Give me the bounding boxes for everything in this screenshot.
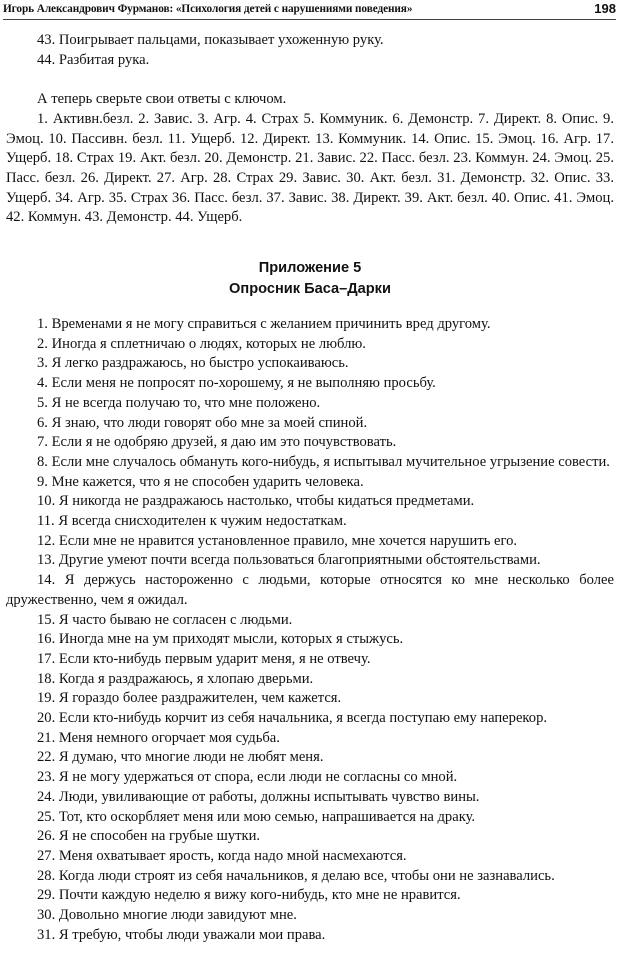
questionnaire-item: 22. Я думаю, что многие люди не любят меня. [37, 749, 324, 766]
questionnaire-item: 19. Я гораздо более раздражителен, чем кажется. [37, 690, 342, 707]
questionnaire-item: 25. Тот, кто оскорбляет меня или мою семью, напрашивается на драку. [37, 808, 476, 825]
questionnaire-item: 12. Если мне не нравится установленное правило, мне хочется нарушить его. [37, 532, 518, 549]
questionnaire-item: 20. Если кто-нибудь корчит из себя начальника, я всегда поступаю ему наперекор. [37, 710, 548, 727]
questionnaire-item: 4. Если меня не попросят по-хорошему, я не выполняю просьбу. [37, 375, 436, 392]
list-item: 43. Поигрывает пальцами, показывает ухоженную руку. [37, 32, 384, 48]
questionnaire-item: 7. Если я не одобряю друзей, я даю им это почувствовать. [37, 434, 397, 451]
questionnaire-item: 13. Другие умеют почти всегда пользоваться благоприятными обстоятельствами. [37, 552, 541, 569]
questionnaire-item: 2. Иногда я сплетничаю о людях, которых не люблю. [37, 335, 366, 352]
questionnaire-item: 31. Я требую, чтобы люди уважали мои права. [37, 926, 326, 943]
running-header [3, 0, 616, 20]
questionnaire-item: 23. Я не могу удержаться от спора, если люди не согласны со мной. [37, 769, 458, 786]
questionnaire-item: 11. Я всегда снисходителен к чужим недостаткам. [37, 513, 347, 530]
questionnaire-item: 24. Люди, увиливающие от работы, должны испытывать чувство вины. [37, 788, 480, 805]
page-number: 198 [594, 1, 616, 16]
questionnaire-item: 17. Если кто-нибудь первым ударит меня, я не отвечу. [37, 650, 371, 667]
questionnaire-item: 15. Я часто бываю не согласен с людьми. [37, 611, 293, 628]
questionnaire-item: 10. Я никогда не раздражаюсь настолько, чтобы кидаться предметами. [37, 493, 475, 510]
questionnaire-item: 18. Когда я раздражаюсь, я хлопаю дверьми. [37, 670, 314, 687]
questionnaire-item: 28. Когда люди строят из себя начальников, я делаю все, чтобы они не зазнавались. [37, 867, 555, 884]
answer-key: 1. Активн.безл. 2. Завис. 3. Агр. 4. Страх 5. Коммуник. 6. Демонстр. 7. Директ. 8. Опис. 9. Эмоц. 10. Пассивн. безл. 11. Ущерб. 12. Директ. 13. Коммуник. 14. Опис. 15. Эмоц. 16. Агр. 17. Ущерб. 18. Страх 19. Акт. безл. 20. Демонстр. 21. Завис. 22. Пасс. безл. 23. Коммун. 24. Эмоц. 25. Пасс. безл. 26. Директ. 27. Агр. 28. Страх 29. Завис. 30. Акт. безл. 31. Демонстр. 32. Опис. 33. Ущерб. 34. Агр. 35. Страх 36. Пасс. безл. 37. Завис. 38. Директ. 39. Акт. безл. 40. Опис. 41. Эмоц. 42. Коммун. 43. Демонстр. 44. Ущерб. [6, 110, 614, 226]
questionnaire-item: 9. Мне кажется, что я не способен ударить человека. [37, 473, 364, 490]
appendix-title: Приложение 5 [258, 260, 362, 277]
questionnaire-item: 29. Почти каждую неделю я вижу кого-нибудь, кто мне не нравится. [37, 887, 461, 904]
questionnaire-item: 6. Я знаю, что люди говорят обо мне за моей спиной. [37, 414, 368, 431]
questionnaire-item: 8. Если мне случалось обмануть кого-нибудь, я испытывал мучительное угрызение совести. [37, 453, 610, 470]
page-body [6, 31, 614, 946]
questionnaire-item: 16. Иногда мне на ум приходят мысли, которых я стыжусь. [37, 631, 404, 648]
questionnaire-item: 27. Меня охватывает ярость, когда надо мной насмехаются. [37, 848, 407, 864]
questionnaire-item: 5. Я не всегда получаю то, что мне положено. [37, 394, 321, 411]
list-item: 44. Разбитая рука. [37, 51, 150, 68]
appendix-heading [6, 258, 614, 300]
appendix-subtitle: Опросник Баса–Дарки [229, 281, 391, 298]
questionnaire-item: 26. Я не способен на грубые шутки. [37, 828, 261, 845]
book-title: Игорь Александрович Фурманов: «Психология детей с нарушениями поведения» [3, 3, 413, 15]
questionnaire-item: 1. Временами я не могу справиться с желанием причинить вред другому. [37, 316, 491, 333]
questionnaire-items [6, 315, 614, 946]
questionnaire-item: 14. Я держусь настороженно с людьми, которые относятся ко мне несколько более дружественно, чем я ожидал. [6, 572, 614, 608]
key-intro: А теперь сверьте свои ответы с ключом. [37, 91, 287, 108]
questionnaire-item: 30. Довольно многие люди завидуют мне. [37, 907, 297, 924]
questionnaire-item: 3. Я легко раздражаюсь, но быстро успокаиваюсь. [37, 355, 349, 372]
questionnaire-item: 21. Меня немного огорчает моя судьба. [37, 729, 280, 746]
